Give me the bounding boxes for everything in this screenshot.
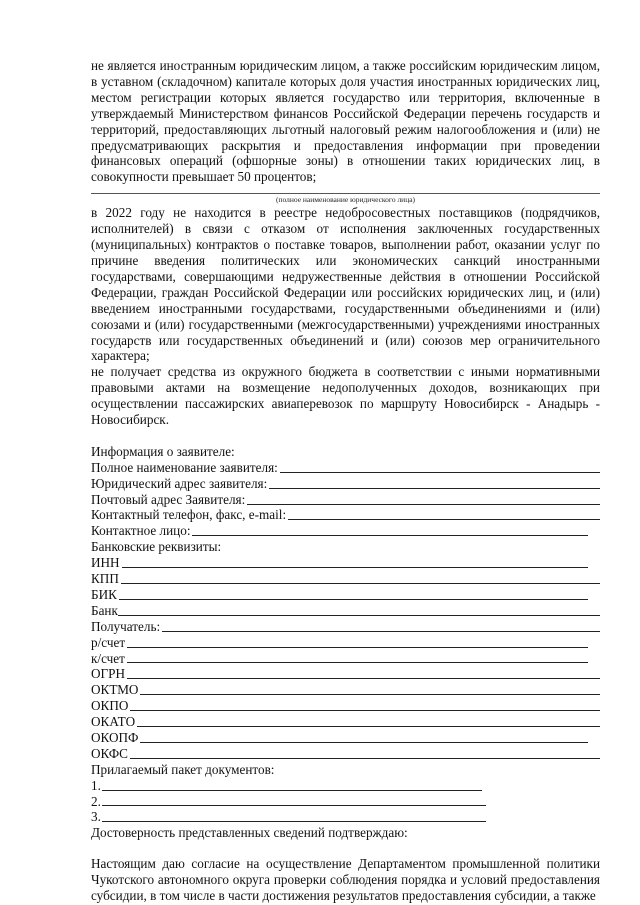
field-postal-address	[91, 492, 600, 508]
document-2-input[interactable]	[102, 805, 486, 806]
bank-input[interactable]	[118, 615, 600, 616]
bank-heading: Банковские реквизиты:	[91, 539, 222, 555]
okato-input[interactable]	[137, 726, 600, 727]
legal-address-input[interactable]	[269, 488, 600, 489]
field-kpp	[91, 571, 600, 587]
okpo-input[interactable]	[130, 710, 600, 711]
field-label: Контактное лицо:	[91, 523, 191, 539]
document-item	[91, 794, 600, 810]
field-label: Полное наименование заявителя:	[91, 459, 278, 475]
kpp-input[interactable]	[121, 583, 600, 584]
field-label: ОКОПФ	[91, 729, 139, 745]
inn-input[interactable]	[122, 567, 588, 568]
paragraph-budget: не получает средства из окружного бюджета в соответствии с иными нормативными правовыми актами на возмещение недополученных доходов, возникающих при осуществлении пассажирских авиаперевозок по маршруту Новосибирск - Анадырь - Новосибирск.	[91, 364, 600, 428]
field-corr-account	[91, 651, 600, 667]
okfs-input[interactable]	[130, 758, 600, 759]
field-label: Банк	[91, 602, 118, 618]
document-1-input[interactable]	[102, 790, 482, 791]
document-item	[91, 809, 600, 825]
okopf-input[interactable]	[140, 742, 588, 743]
field-label: ИНН	[91, 555, 120, 571]
field-label: ОКПО	[91, 698, 129, 714]
field-inn	[91, 555, 600, 571]
full-name-input[interactable]	[280, 472, 600, 473]
field-recipient	[91, 619, 600, 635]
bik-input[interactable]	[119, 599, 588, 600]
paragraph-offshore: не является иностранным юридическим лицом, а также российским юридическим лицом, в уставном (складочном) капитале которых доля участия иностранных юридических лиц, местом регистрации которых является государство или территория, включенные в утверждаемый Министерством финансов Российской Федерации перечень государств и территорий, предоставляющих льготный налоговый режим налогообложения и (или) не предусматривающих раскрытия и предоставления информации при проведении финансовых операций (офшорные зоны) в отношении таких юридических лиц, в совокупности превышает 50 процентов;	[91, 58, 600, 185]
field-label: ОГРН	[91, 666, 126, 682]
contact-person-input[interactable]	[192, 535, 588, 536]
field-okfs	[91, 746, 600, 762]
corr-account-input[interactable]	[127, 662, 588, 663]
field-label: к/счет	[91, 650, 125, 666]
field-contact-person	[91, 523, 600, 539]
field-label: ОКТМО	[91, 682, 139, 698]
applicant-heading: Информация о заявителе:	[91, 443, 235, 459]
field-label: Юридический адрес заявителя:	[91, 475, 268, 491]
field-label: ОКАТО	[91, 714, 136, 730]
field-contact-phone	[91, 508, 600, 524]
field-label: КПП	[91, 571, 119, 587]
document-3-input[interactable]	[102, 821, 486, 822]
field-legal-address	[91, 476, 600, 492]
legal-entity-name-line[interactable]	[91, 193, 600, 194]
ogrn-input[interactable]	[127, 678, 600, 679]
document-item	[91, 778, 600, 794]
field-label: Почтовый адрес Заявителя:	[91, 491, 246, 507]
field-full-name	[91, 460, 600, 476]
postal-address-input[interactable]	[247, 504, 600, 505]
field-label: Получатель:	[91, 618, 161, 634]
field-okpo	[91, 698, 600, 714]
consent-paragraph: Настоящим даю согласие на осуществление Департаментом промышленной политики Чукотского автономного округа проверки соблюдения порядка и условий предоставления субсидии, в том числе в части достижения результатов предоставления субсидии, а также	[91, 856, 600, 904]
contact-phone-input[interactable]	[288, 519, 600, 520]
field-label: р/счет	[91, 634, 126, 650]
document-page	[91, 58, 600, 904]
oktmo-input[interactable]	[140, 694, 600, 695]
field-okopf	[91, 730, 600, 746]
document-number: 3.	[91, 809, 101, 825]
legal-entity-name-caption: (полное наименование юридического лица)	[275, 195, 416, 205]
field-bik	[91, 587, 600, 603]
recipient-input[interactable]	[162, 631, 600, 632]
documents-heading: Прилагаемый пакет документов:	[91, 761, 275, 777]
field-oktmo	[91, 682, 600, 698]
field-label: ОКФС	[91, 745, 128, 761]
account-input[interactable]	[127, 647, 588, 648]
document-number: 1.	[91, 777, 101, 793]
field-account	[91, 635, 600, 651]
field-ogrn	[91, 666, 600, 682]
paragraph-registry: в 2022 году не находится в реестре недобросовестных поставщиков (подрядчиков, исполнителей) в связи с отказом от исполнения заключенных государственных (муниципальных) контрактов о поставке товаров, выполнении работ, оказании услуг по причине введения политических или экономических санкций иностранными государствами, совершающими недружественные действия в отношении Российской Федерации, граждан Российской Федерации или российских юридических лиц, и (или) введением иностранными государствами, государственными объединениями и (или) союзами и (или) государственными (межгосударственными) учреждениями иностранных государств или государственных объединений и (или) союзов мер ограничительного характера;	[91, 205, 600, 364]
confirmation-text: Достоверность представленных сведений подтверждаю:	[91, 825, 408, 841]
document-number: 2.	[91, 793, 101, 809]
field-okato	[91, 714, 600, 730]
field-label: БИК	[91, 586, 117, 602]
field-label: Контактный телефон, факс, e-mail:	[91, 507, 287, 523]
field-bank	[91, 603, 600, 619]
